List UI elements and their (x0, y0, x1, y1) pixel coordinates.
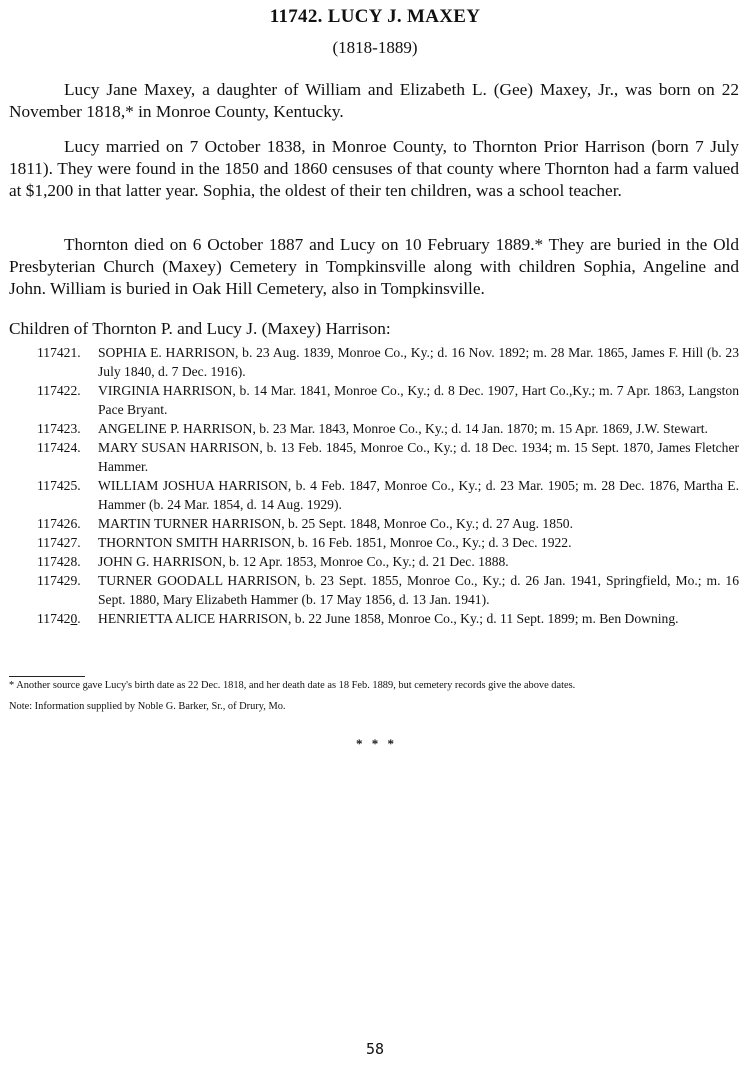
child-entry (9, 476, 739, 514)
child-number: 117427. (37, 535, 81, 550)
child-number: 117421. (37, 345, 81, 360)
child-entry (9, 438, 739, 476)
child-text: TURNER GOODALL HARRISON, b. 23 Sept. 1855, Monroe Co., Ky.; d. 26 Jan. 1941, Springfield, Mo.; m. 16 Sept. 1880, Mary Elizabeth Hammer (b. 17 May 1856, d. 13 Jan. 1941). (98, 573, 739, 607)
paragraph-marriage: Lucy married on 7 October 1838, in Monroe County, to Thornton Prior Harrison (born 7 July 1811). They were found in the 1850 and 1860 censuses of that county where Thornton had a farm valued at $1,200 in that latter year. Sophia, the oldest of their ten children, was a school teacher. (9, 137, 739, 200)
section-separator: * * * (356, 736, 394, 751)
child-number (37, 609, 81, 628)
child-entry (9, 552, 739, 571)
page-title: 11742. LUCY J. MAXEY (269, 6, 481, 27)
footnote-rule (9, 676, 85, 677)
child-entry (9, 343, 739, 381)
child-text: MARY SUSAN HARRISON, b. 13 Feb. 1845, Monroe Co., Ky.; d. 18 Dec. 1934; m. 15 Sept. 1870, James Fletcher Hammer. (98, 440, 739, 474)
child-entry (9, 533, 739, 552)
child-entry (9, 609, 739, 628)
child-number-suffix: . (77, 611, 81, 626)
child-number-underlined-digit: 0 (70, 611, 78, 626)
page-number: 58 (365, 1040, 385, 1058)
child-number-prefix: 11742 (37, 611, 71, 626)
children-list (9, 343, 739, 628)
child-entry (9, 514, 739, 533)
children-heading: Children of Thornton P. and Lucy J. (Maxey) Harrison: (9, 319, 391, 338)
child-text: ANGELINE P. HARRISON, b. 23 Mar. 1843, Monroe Co., Ky.; d. 14 Jan. 1870; m. 15 Apr. 1869, J.W. Stewart. (98, 421, 708, 436)
paragraph-death-burial: Thornton died on 6 October 1887 and Lucy on 10 February 1889.* They are buried in the Old Presbyterian Church (Maxey) Cemetery in Tompkinsville along with children Sophia, Angeline and John. William is buried in Oak Hill Cemetery, also in Tompkinsville. (9, 235, 739, 298)
child-text: SOPHIA E. HARRISON, b. 23 Aug. 1839, Monroe Co., Ky.; d. 16 Nov. 1892; m. 28 Mar. 1865, James F. Hill (b. 23 July 1840, d. 7 Dec. 1916). (98, 345, 739, 379)
child-number: 117423. (37, 421, 81, 436)
child-text: VIRGINIA HARRISON, b. 14 Mar. 1841, Monroe Co., Ky.; d. 8 Dec. 1907, Hart Co.,Ky.; m. 7 Apr. 1863, Langston Pace Bryant. (98, 383, 739, 417)
child-number: 117428. (37, 554, 81, 569)
child-number: 117426. (37, 516, 81, 531)
child-entry (9, 381, 739, 419)
child-number: 117422. (37, 383, 81, 398)
child-number: 117425. (37, 478, 81, 493)
child-text: HENRIETTA ALICE HARRISON, b. 22 June 1858, Monroe Co., Ky.; d. 11 Sept. 1899; m. Ben Downing. (98, 611, 679, 626)
child-number: 117424. (37, 440, 81, 455)
child-text: JOHN G. HARRISON, b. 12 Apr. 1853, Monroe Co., Ky.; d. 21 Dec. 1888. (98, 554, 509, 569)
child-entry (9, 571, 739, 609)
life-dates: (1818-1889) (332, 38, 418, 57)
footnote-source: Note: Information supplied by Noble G. Barker, Sr., of Drury, Mo. (9, 701, 286, 712)
child-text: WILLIAM JOSHUA HARRISON, b. 4 Feb. 1847, Monroe Co., Ky.; d. 23 Mar. 1905; m. 28 Dec. 1876, Martha E. Hammer (b. 24 Mar. 1854, d. 14 Aug. 1929). (98, 478, 739, 512)
paragraph-birth: Lucy Jane Maxey, a daughter of William and Elizabeth L. (Gee) Maxey, Jr., was born on 22 November 1818,* in Monroe County, Kentucky. (9, 80, 739, 121)
child-number: 117429. (37, 573, 81, 588)
child-text: THORNTON SMITH HARRISON, b. 16 Feb. 1851, Monroe Co., Ky.; d. 3 Dec. 1922. (98, 535, 572, 550)
footnote-dates: * Another source gave Lucy's birth date as 22 Dec. 1818, and her death date as 18 Feb. 1889, but cemetery records give the above dates. (9, 680, 576, 691)
child-entry (9, 419, 739, 438)
child-text: MARTIN TURNER HARRISON, b. 25 Sept. 1848, Monroe Co., Ky.; d. 27 Aug. 1850. (98, 516, 573, 531)
